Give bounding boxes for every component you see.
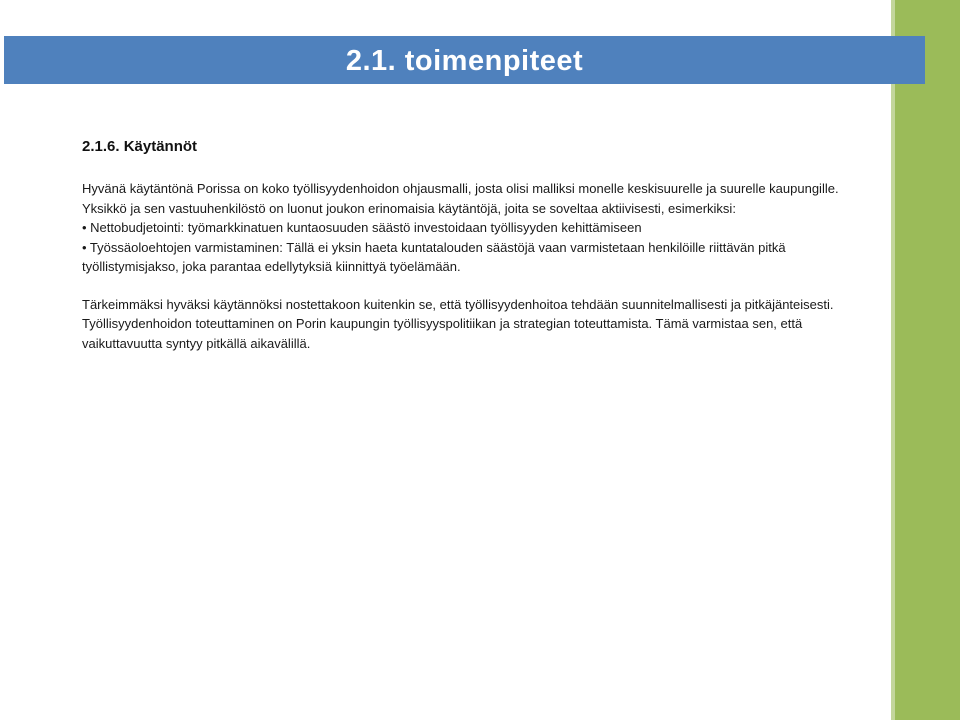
- bullet-item-2: • Työssäoloehtojen varmistaminen: Tällä ei yksin haeta kuntatalouden säästöjä vaan varmistetaan henkilöille riittävän pitkä työllistymisjakso, joka parantaa edellytyksiä kiinnittyä työelämään.: [82, 239, 786, 274]
- intro-paragraph: Hyvänä käytäntönä Porissa on koko työllisyydenhoidon ohjausmalli, josta olisi malliksi monelle keskisuurelle ja suurelle kaupungille. Yksikkö ja sen vastuuhenkilöstö on luonut joukon erinomaisia käytäntöjä, joita se soveltaa aktiivisesti, esimerkiksi:: [82, 181, 839, 216]
- slide-title: 2.1. toimenpiteet: [345, 45, 584, 77]
- side-accent-bar: [891, 0, 960, 720]
- side-accent-bar-highlight: [891, 0, 895, 720]
- closing-paragraph: Tärkeimmäksi hyväksi käytännöksi nostettakoon kuitenkin se, että työllisyydenhoitoa tehdään suunnitelmallisesti ja pitkäjänteisesti. Työllisyydenhoidon toteuttaminen on Porin kaupungin työllisyyspolitiikan ja strategian toteuttamista. Tämä varmistaa sen, että vaikuttavuutta syntyy pitkällä aikavälillä.: [82, 296, 834, 351]
- bullet-item-1: • Nettobudjetointi: työmarkkinatuen kuntaosuuden säästö investoidaan työllisyyden kehittämiseen: [82, 220, 642, 235]
- body-text: [82, 179, 842, 353]
- section-heading: 2.1.6. Käytännöt: [82, 138, 198, 155]
- paragraph-gap: [82, 277, 842, 295]
